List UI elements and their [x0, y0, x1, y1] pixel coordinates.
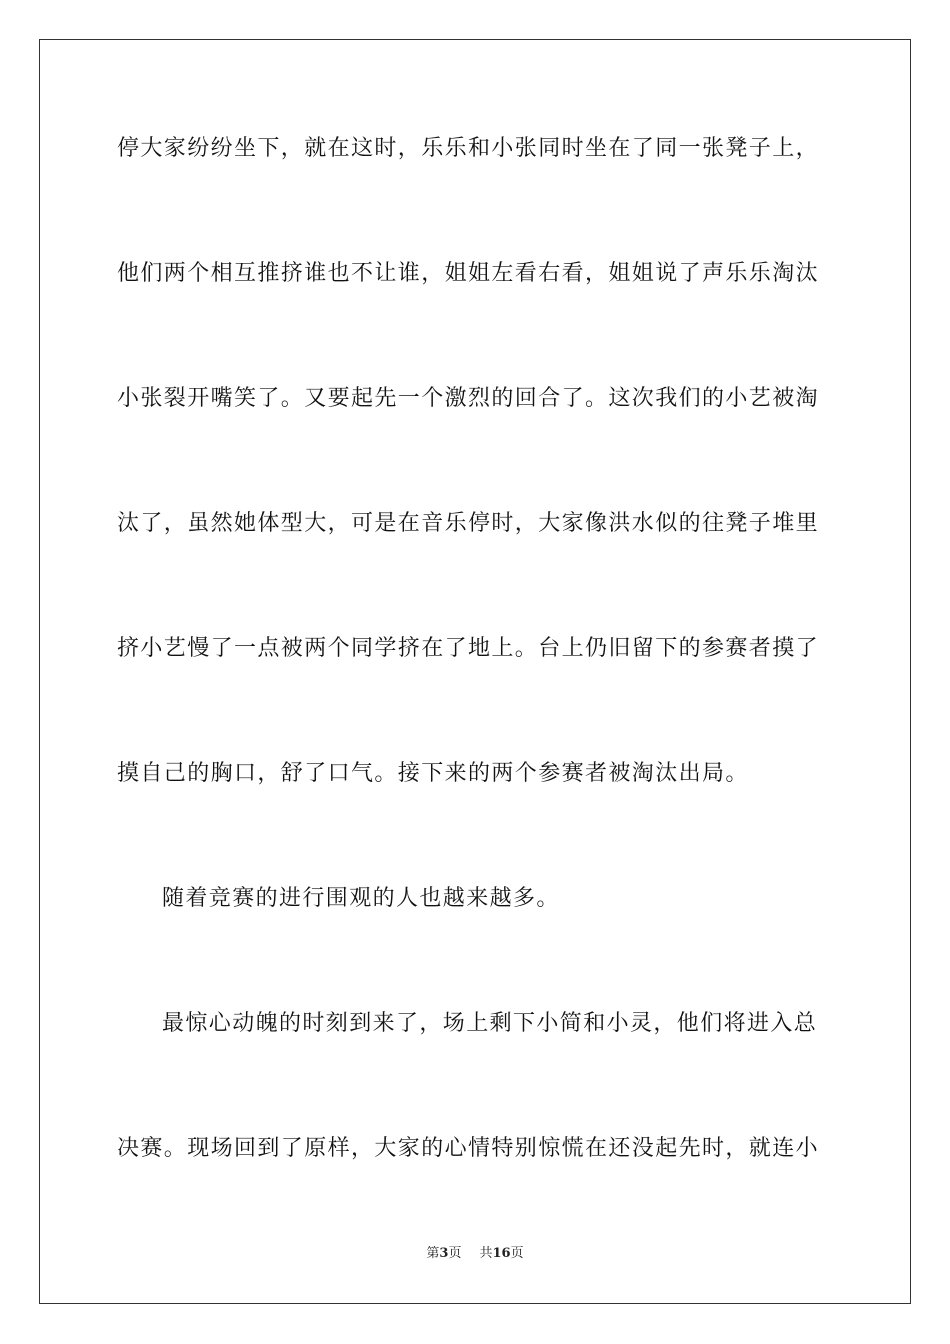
- paragraph-line-8: 最惊心动魄的时刻到来了，场上剩下小简和小灵，他们将进入总: [162, 1011, 818, 1036]
- paragraph-line-5: 挤小艺慢了一点被两个同学挤在了地上。台上仍旧留下的参赛者摸了: [117, 636, 820, 661]
- page-footer: [0, 1245, 950, 1263]
- current-page-number: 3: [439, 1246, 449, 1261]
- page-number-indicator: 第3页: [426, 1246, 462, 1261]
- paragraph-line-2: 他们两个相互推挤谁也不让谁，姐姐左看右看，姐姐说了声乐乐淘汰: [117, 261, 820, 286]
- paragraph-line-7: 随着竞赛的进行围观的人也越来越多。: [162, 886, 560, 911]
- page-border: [39, 39, 911, 1304]
- paragraph-line-9: 决赛。现场回到了原样，大家的心情特别惊慌在还没起先时，就连小: [117, 1136, 820, 1161]
- paragraph-line-1: 停大家纷纷坐下，就在这时，乐乐和小张同时坐在了同一张凳子上，: [117, 136, 820, 161]
- paragraph-line-4: 汰了，虽然她体型大，可是在音乐停时，大家像洪水似的往凳子堆里: [117, 511, 820, 536]
- paragraph-line-6: 摸自己的胸口，舒了口气。接下来的两个参赛者被淘汰出局。: [117, 761, 749, 786]
- paragraph-line-3: 小张裂开嘴笑了。又要起先一个激烈的回合了。这次我们的小艺被淘: [117, 386, 820, 411]
- total-page-count: 16: [492, 1246, 511, 1261]
- total-pages-indicator: 共16页: [479, 1246, 524, 1261]
